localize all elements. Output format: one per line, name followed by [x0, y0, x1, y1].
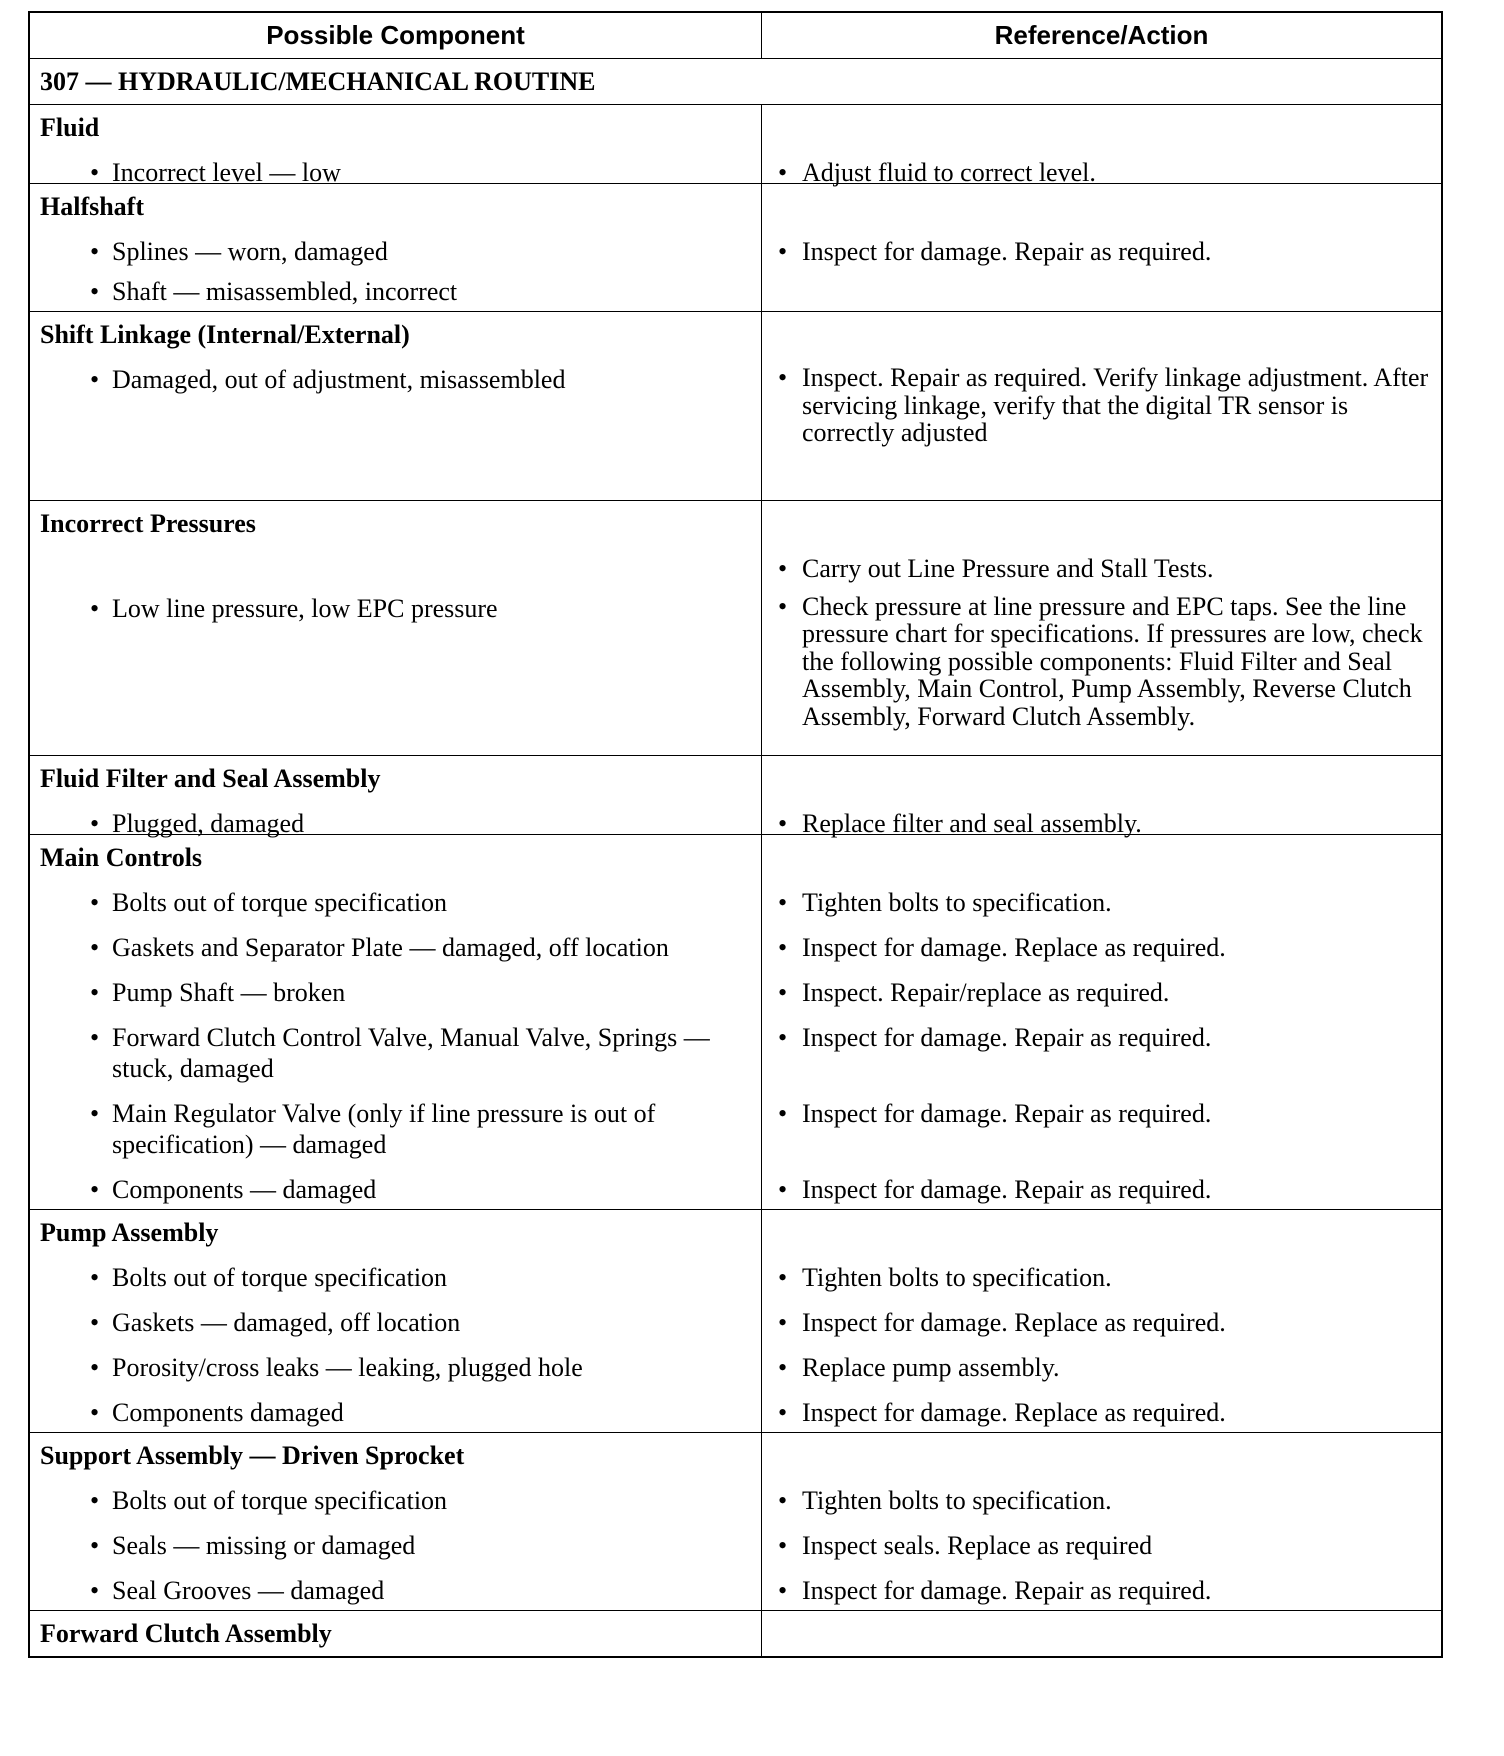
list-item: • Inspect for damage. Replace as required. [778, 933, 1226, 962]
action-cell [762, 1611, 1441, 1656]
list-item: • Bolts out of torque specification [90, 1263, 448, 1292]
action-cell [762, 756, 1441, 838]
list-item: • Bolts out of torque specification [90, 1486, 448, 1515]
list-item: • Inspect for damage. Repair as required. [778, 1576, 1212, 1605]
action-cell [762, 105, 1441, 187]
group-title: Support Assembly — Driven Sprocket [40, 1441, 465, 1470]
list-item: • Damaged, out of adjustment, misassembled [90, 365, 566, 394]
list-item: • Plugged, damaged [90, 809, 305, 838]
list-item: • Inspect for damage. Replace as required. [778, 1398, 1226, 1427]
group-title: Shift Linkage (Internal/External) [40, 320, 410, 349]
action-cell [762, 1210, 1441, 1432]
group-title: Forward Clutch Assembly [40, 1619, 332, 1648]
list-item: • Adjust fluid to correct level. [778, 158, 1096, 187]
list-item: • Carry out Line Pressure and Stall Tests. [778, 554, 1214, 583]
component-cell [30, 1433, 762, 1610]
header-reference-action: Reference/Action [994, 20, 1209, 50]
action-cell [762, 501, 1441, 755]
component-cell [30, 105, 762, 187]
group-title: Fluid Filter and Seal Assembly [40, 764, 381, 793]
group-title: Pump Assembly [40, 1218, 219, 1247]
group-title: Halfshaft [40, 192, 144, 221]
group-title: Fluid [40, 113, 100, 142]
list-item: • Replace filter and seal assembly. [778, 809, 1142, 838]
group-row-support-assembly [30, 1432, 1441, 1610]
component-cell [30, 184, 762, 311]
list-item: • Main Regulator Valve (only if line pressure is out of specification) — damaged [90, 1099, 656, 1159]
list-item: • Splines — worn, damaged [90, 237, 388, 266]
group-row-fluid-filter [30, 755, 1441, 838]
section-title: 307 — HYDRAULIC/MECHANICAL ROUTINE [40, 67, 596, 96]
group-row-shift-linkage [30, 311, 1441, 500]
list-item: • Inspect. Repair as required. Verify linkage adjustment. After servicing linkage, verify that the digital TR sensor is correctly adjusted [778, 363, 1429, 447]
list-item: • Shaft — misassembled, incorrect [90, 277, 458, 306]
list-item: • Incorrect level — low [90, 158, 341, 187]
group-title: Incorrect Pressures [40, 509, 256, 538]
group-row-forward-clutch [30, 1610, 1441, 1656]
component-cell [30, 1210, 762, 1432]
list-item: • Seal Grooves — damaged [90, 1576, 385, 1605]
list-item: • Inspect. Repair/replace as required. [778, 978, 1170, 1007]
list-item: • Seals — missing or damaged [90, 1531, 416, 1560]
component-cell [30, 1611, 762, 1656]
group-title: Main Controls [40, 843, 203, 872]
group-row-halfshaft [30, 183, 1441, 311]
diagnostic-table [28, 11, 1443, 1658]
list-item: • Pump Shaft — broken [90, 978, 346, 1007]
list-item: • Porosity/cross leaks — leaking, plugged hole [90, 1353, 583, 1382]
component-cell [30, 312, 762, 500]
group-row-incorrect-pressures [30, 500, 1441, 755]
list-item: • Inspect seals. Replace as required [778, 1531, 1153, 1560]
list-item: • Inspect for damage. Repair as required. [778, 237, 1212, 266]
component-cell [30, 756, 762, 838]
component-cell [30, 501, 762, 755]
action-cell [762, 1433, 1441, 1610]
list-item: • Inspect for damage. Repair as required. [778, 1023, 1212, 1052]
list-item: • Gaskets — damaged, off location [90, 1308, 461, 1337]
action-cell [762, 312, 1441, 500]
list-item: • Tighten bolts to specification. [778, 888, 1112, 917]
component-cell [30, 835, 762, 1209]
header-possible-component: Possible Component [30, 13, 762, 58]
action-cell [762, 184, 1441, 311]
group-row-fluid [30, 104, 1441, 187]
list-item: • Check pressure at line pressure and EPC taps. See the line pressure chart for specifications. If pressures are low, check the following possible components: Fluid Filter and Seal Assembly, Main Control, Pump Assembly, Reverse Clutch Assembly, Forward Clutch Assembly. [778, 592, 1423, 731]
list-item: • Inspect for damage. Repair as required. [778, 1175, 1212, 1204]
group-row-pump-assembly [30, 1209, 1441, 1432]
action-cell [762, 835, 1441, 1209]
list-item: • Gaskets and Separator Plate — damaged, off location [90, 933, 669, 962]
list-item: • Components — damaged [90, 1175, 377, 1204]
list-item: • Tighten bolts to specification. [778, 1263, 1112, 1292]
group-row-main-controls [30, 834, 1441, 1209]
table-header-row [30, 13, 1441, 58]
list-item: • Components damaged [90, 1398, 344, 1427]
list-item: • Inspect for damage. Repair as required. [778, 1099, 1212, 1128]
list-item: • Bolts out of torque specification [90, 888, 448, 917]
list-item: • Tighten bolts to specification. [778, 1486, 1112, 1515]
list-item: • Forward Clutch Control Valve, Manual Valve, Springs — stuck, damaged [90, 1023, 710, 1083]
list-item: • Inspect for damage. Replace as required. [778, 1308, 1226, 1337]
list-item: • Replace pump assembly. [778, 1353, 1060, 1382]
list-item: • Low line pressure, low EPC pressure [90, 594, 498, 623]
section-title-row [30, 58, 1441, 104]
